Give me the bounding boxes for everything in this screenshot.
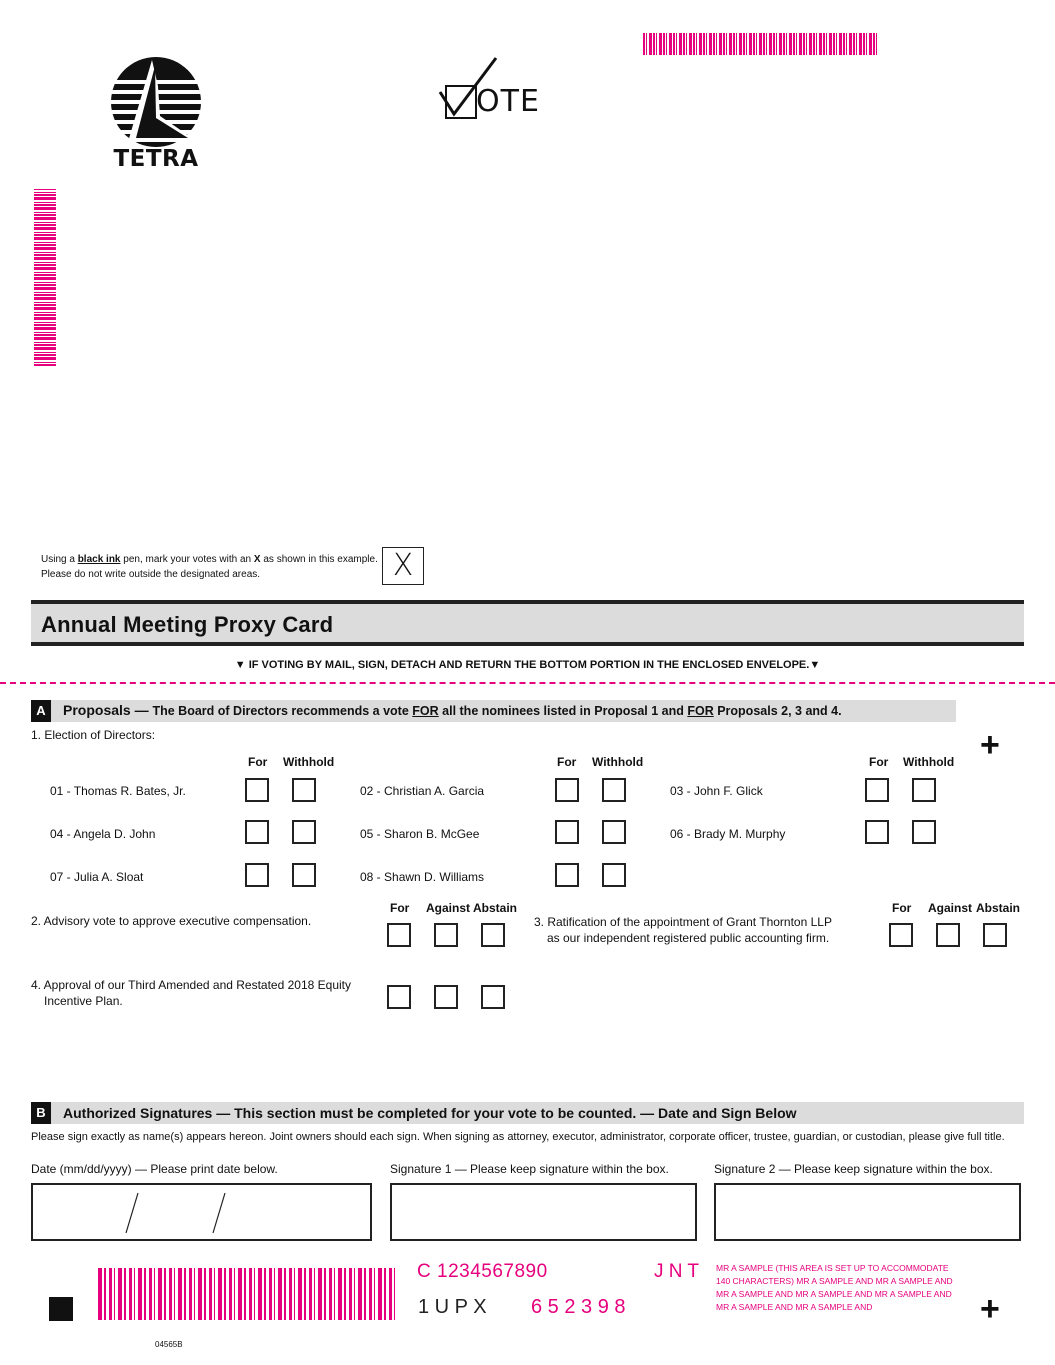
side-barcode [34, 189, 56, 366]
detach-line [0, 682, 1055, 684]
proposal-1-label: 1. Election of Directors: [31, 728, 156, 742]
col-for: For [869, 755, 889, 769]
tetra-logo-text: TETRA [113, 146, 199, 172]
proposal-4: 4. Approval of our Third Amended and Restated 2018 Equity Incentive Plan. [31, 978, 351, 1008]
nominee-03-withhold-checkbox[interactable] [912, 778, 936, 802]
signature-2-box[interactable] [714, 1183, 1021, 1241]
nominee-08-for-checkbox[interactable] [555, 863, 579, 887]
nominee-04-withhold-checkbox[interactable] [292, 820, 316, 844]
nominee-03-for-checkbox[interactable] [865, 778, 889, 802]
nominee-08: 08 - Shawn D. Williams [360, 870, 485, 884]
col-for: For [248, 755, 268, 769]
proposal-2-for-checkbox[interactable] [387, 923, 411, 947]
title-bar [31, 600, 1024, 646]
proposal-4-abstain-checkbox[interactable] [481, 985, 505, 1009]
nominee-07-withhold-checkbox[interactable] [292, 863, 316, 887]
nominee-01: 01 - Thomas R. Bates, Jr. [50, 784, 186, 798]
col-against: Against [426, 901, 471, 915]
proposal-3-against-checkbox[interactable] [936, 923, 960, 947]
sample-address: MR A SAMPLE (THIS AREA IS SET UP TO ACCOMMODATE 140 CHARACTERS) MR A SAMPLE AND MR A SAMPLE AND MR A SAMPLE AND MR A SAMPLE AND MR A SAMPLE AND MR A SAMPLE AND MR A SAMPLE AND [716, 1263, 953, 1312]
control-number: C 1234567890 [417, 1261, 548, 1282]
card-title: Annual Meeting Proxy Card [41, 612, 334, 637]
top-barcode [643, 33, 879, 55]
nominee-02-for-checkbox[interactable] [555, 778, 579, 802]
signature-2-label: Signature 2 — Please keep signature within the box. [714, 1162, 993, 1176]
col-for: For [892, 901, 912, 915]
nominee-05-withhold-checkbox[interactable] [602, 820, 626, 844]
col-withhold: Withhold [283, 755, 335, 769]
col-for: For [390, 901, 410, 915]
proposal-4-against-checkbox[interactable] [434, 985, 458, 1009]
upx-code: 1 U P X [418, 1296, 487, 1318]
section-b-header [31, 1102, 1024, 1124]
sequence-number: 6 5 2 3 9 8 [531, 1296, 626, 1318]
section-b-letter: B [31, 1102, 51, 1124]
example-mark-box: X [382, 547, 424, 585]
registration-mark-icon: + [980, 726, 1000, 764]
tetra-logo [108, 56, 204, 172]
proposal-2: 2. Advisory vote to approve executive compensation. [31, 914, 312, 928]
black-ink-emphasis: black ink [77, 554, 121, 565]
section-a-header: A Proposals — The Board of Directors recommends a vote FOR all the nominees listed in Proposal 1 and FOR Proposals 2, 3 and 4. [31, 700, 956, 722]
footer-barcode [98, 1268, 396, 1320]
col-abstain: Abstain [976, 901, 1021, 915]
tetra-logo-icon [108, 56, 204, 148]
proposal-4-for-checkbox[interactable] [387, 985, 411, 1009]
section-a-letter: A [31, 700, 51, 722]
nominee-02: 02 - Christian A. Garcia [360, 784, 485, 798]
nominee-05: 05 - Sharon B. McGee [360, 827, 480, 841]
nominee-04: 04 - Angela D. John [50, 827, 156, 841]
nominee-06: 06 - Brady M. Murphy [670, 827, 786, 841]
mark-instructions: Using a black ink pen, mark your votes with an X as shown in this example. Please do not write outside the designated areas. [41, 554, 378, 580]
col-withhold: Withhold [592, 755, 644, 769]
signature-1-label: Signature 1 — Please keep signature within the box. [390, 1162, 669, 1176]
col-withhold: Withhold [903, 755, 955, 769]
date-separator-icon [33, 1185, 374, 1243]
nominee-05-for-checkbox[interactable] [555, 820, 579, 844]
proposal-2-abstain-checkbox[interactable] [481, 923, 505, 947]
nominee-06-for-checkbox[interactable] [865, 820, 889, 844]
detach-notice: ▼ IF VOTING BY MAIL, SIGN, DETACH AND RETURN THE BOTTOM PORTION IN THE ENCLOSED ENVELOPE.▼ [234, 659, 821, 671]
form-id: 04565B [155, 1340, 183, 1349]
proposal-3-abstain-checkbox[interactable] [983, 923, 1007, 947]
nominee-04-for-checkbox[interactable] [245, 820, 269, 844]
signing-instructions: Please sign exactly as name(s) appears hereon. Joint owners should each sign. When signing as attorney, executor, administrator, corporate officer, trustee, guardian, or custodian, please give full title. [31, 1131, 1005, 1143]
section-b-title: Authorized Signatures — This section must be completed for your vote to be counted. — Date and Sign Below [63, 1105, 797, 1121]
date-label: Date (mm/dd/yyyy) — Please print date below. [31, 1162, 278, 1176]
vote-logo-text: OTE [476, 84, 540, 119]
proposal-3: 3. Ratification of the appointment of Grant Thornton LLP as our independent registered public accounting firm. [534, 915, 832, 945]
nominee-07-for-checkbox[interactable] [245, 863, 269, 887]
nominee-06-withhold-checkbox[interactable] [912, 820, 936, 844]
nominee-01-for-checkbox[interactable] [245, 778, 269, 802]
jnt-code: J N T [654, 1261, 700, 1282]
vote-logo [438, 56, 548, 122]
proposal-3-for-checkbox[interactable] [889, 923, 913, 947]
proposal-2-against-checkbox[interactable] [434, 923, 458, 947]
signature-1-box[interactable] [390, 1183, 697, 1241]
nominee-03: 03 - John F. Glick [670, 784, 763, 798]
col-for: For [557, 755, 577, 769]
nominee-07: 07 - Julia A. Sloat [50, 870, 144, 884]
nominee-01-withhold-checkbox[interactable] [292, 778, 316, 802]
section-a-title: Proposals — [63, 702, 149, 718]
col-against: Against [928, 901, 973, 915]
registration-mark-icon: + [980, 1290, 1000, 1328]
nominee-02-withhold-checkbox[interactable] [602, 778, 626, 802]
date-input-box[interactable] [31, 1183, 372, 1241]
nominee-08-withhold-checkbox[interactable] [602, 863, 626, 887]
registration-square [49, 1297, 73, 1321]
col-abstain: Abstain [473, 901, 518, 915]
